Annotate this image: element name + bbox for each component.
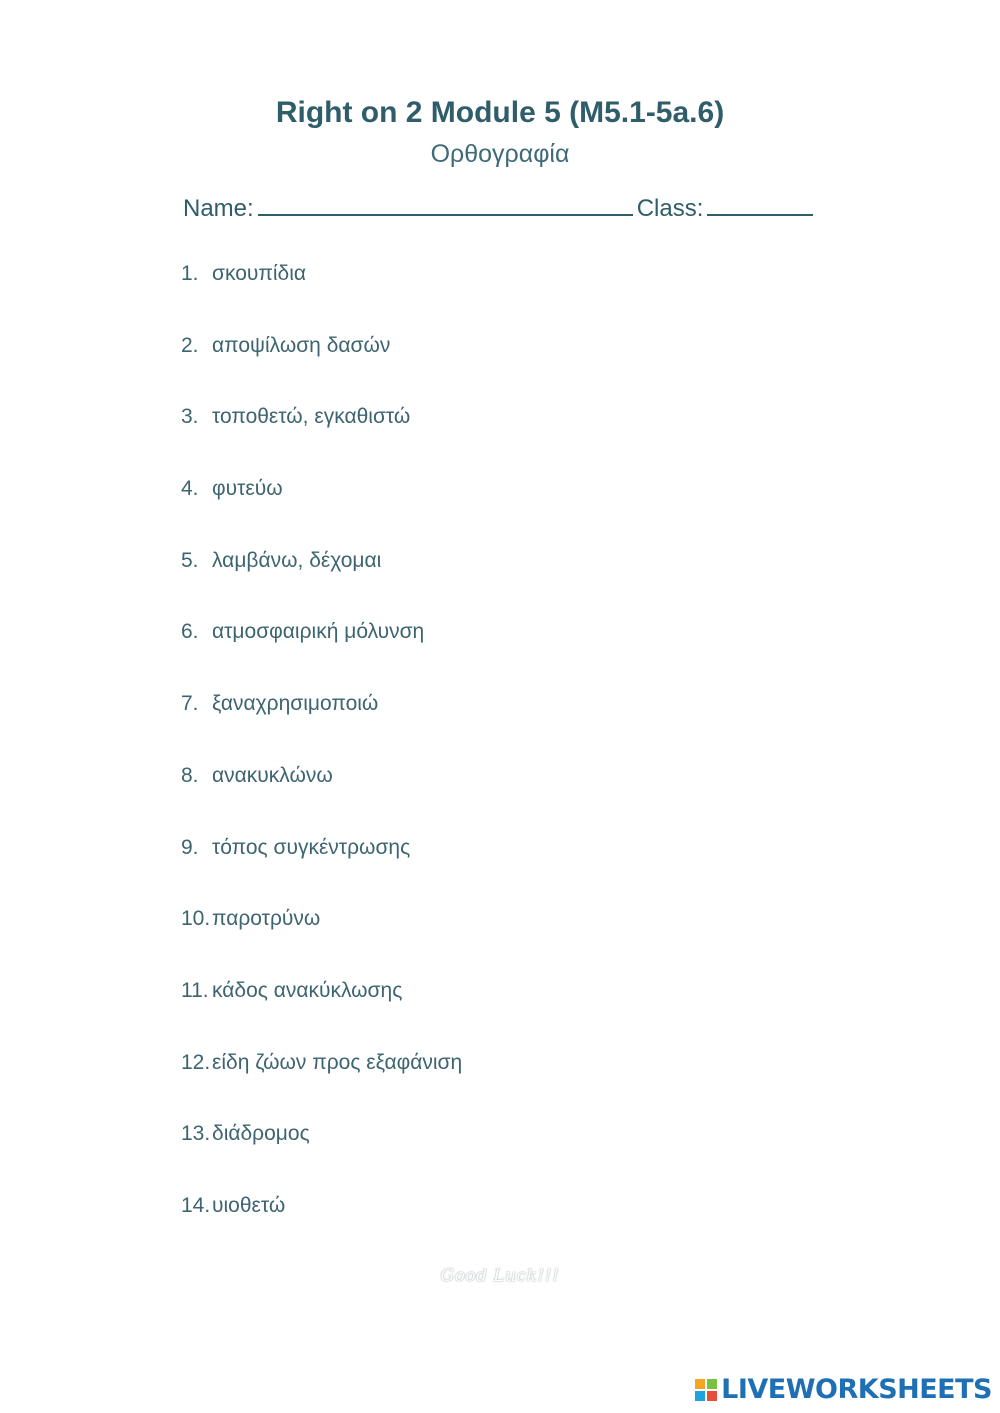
list-item (181, 692, 462, 764)
item-text: παροτρύνω (212, 907, 321, 931)
item-text: διάδρομος (212, 1122, 310, 1146)
list-item (181, 764, 462, 836)
item-number: 10. (181, 907, 211, 931)
item-number: 14. (181, 1193, 211, 1217)
class-blank (707, 192, 813, 216)
list-item (181, 1122, 462, 1194)
item-number: 5. (181, 548, 199, 572)
item-number: 6. (181, 620, 199, 644)
list-item (181, 1194, 462, 1266)
list-item (181, 1051, 462, 1123)
item-text: τοποθετώ, εγκαθιστώ (212, 405, 411, 429)
item-number: 2. (181, 333, 199, 357)
logo-square-icon (694, 1390, 706, 1402)
logo-square-icon (706, 1390, 718, 1402)
list-item (181, 620, 462, 692)
item-number: 11. (181, 978, 209, 1002)
item-text: κάδος ανακύκλωσης (212, 978, 403, 1002)
name-label: Name: (183, 195, 254, 222)
item-text: υιοθετώ (212, 1193, 286, 1217)
item-number: 12. (181, 1050, 211, 1074)
list-item (181, 477, 462, 549)
list-item (181, 907, 462, 979)
item-number: 1. (181, 262, 199, 285)
item-text: αποψίλωση δασών (212, 333, 391, 357)
list-item (181, 549, 462, 621)
list-item (181, 836, 462, 908)
logo-square-icon (706, 1378, 718, 1390)
page-subtitle: Ορθογραφία (430, 140, 570, 168)
item-number: 9. (181, 835, 199, 859)
item-text: ξαναχρησιμοποιώ (212, 692, 379, 716)
item-number: 8. (181, 763, 199, 787)
item-text: τόπος συγκέντρωσης (212, 835, 411, 859)
item-text: είδη ζώων προς εξαφάνιση (212, 1050, 463, 1074)
logo-square-icon (694, 1378, 706, 1390)
item-number: 7. (181, 692, 199, 716)
list-item (181, 334, 462, 406)
item-number: 3. (181, 405, 199, 429)
item-text: ανακυκλώνω (212, 763, 333, 787)
name-blank (258, 192, 633, 216)
liveworksheets-brand (694, 1374, 992, 1405)
list-item (181, 262, 462, 334)
word-list (181, 262, 462, 1266)
item-text: ατμοσφαιρική μόλυνση (212, 620, 425, 644)
item-text: σκουπίδια (212, 262, 307, 285)
item-text: λαμβάνω, δέχομαι (212, 548, 382, 572)
item-text: φυτεύω (212, 477, 283, 501)
item-number: 4. (181, 477, 199, 501)
class-label: Class: (636, 195, 704, 222)
list-item (181, 405, 462, 477)
item-number: 13. (181, 1122, 211, 1146)
list-item (181, 979, 462, 1051)
good-luck-note: Good Luck!!! (440, 1266, 560, 1286)
page-title: Right on 2 Module 5 (M5.1-5a.6) (275, 96, 725, 129)
name-class-line (183, 192, 813, 223)
brand-name: LIVEWORKSHEETS (721, 1374, 992, 1405)
liveworksheets-logo-icon (694, 1378, 718, 1402)
